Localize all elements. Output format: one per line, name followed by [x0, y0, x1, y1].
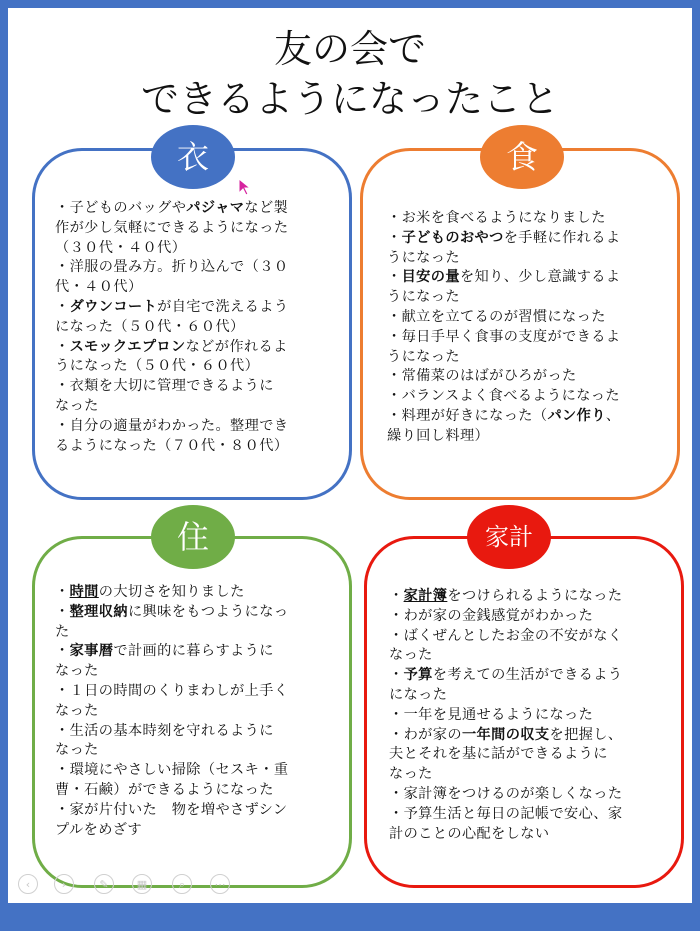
- line-text: ・家計簿をつけるのが楽しくなった: [389, 785, 623, 802]
- line-text: うになった: [387, 289, 460, 306]
- line-text: ・子どものバッグや: [55, 200, 187, 216]
- page-title: [8, 24, 692, 124]
- household-badge: [467, 505, 551, 569]
- list-line: [55, 239, 288, 259]
- line-text: ・衣類を大切に管理できるように: [55, 378, 274, 395]
- line-text: ・予算生活と毎日の記帳で安心、家: [389, 805, 623, 822]
- list-line: [55, 781, 288, 801]
- line-text: ・お米を食べるようになりました: [387, 210, 606, 226]
- list-line: [387, 427, 620, 447]
- slide: [8, 8, 692, 903]
- list-line: [387, 348, 620, 368]
- line-text: に興味をもつようになっ: [127, 603, 289, 620]
- line-text: で計画的に暮らすように: [113, 643, 274, 660]
- line-text: を把握し、: [549, 726, 623, 743]
- line-text: うになった: [387, 249, 460, 266]
- line-text: ・: [387, 269, 402, 286]
- line-text: 、: [605, 407, 621, 424]
- next-icon[interactable]: ›: [54, 874, 74, 894]
- food-list: [387, 209, 620, 447]
- line-text: を手軽に作れるよ: [503, 229, 621, 246]
- line-text: プルをめざす: [55, 821, 142, 838]
- line-text: ・バランスよく食べるようになった: [387, 388, 620, 405]
- household-panel: [364, 536, 684, 888]
- line-text: なった: [55, 702, 99, 719]
- line-text: ・: [55, 603, 70, 620]
- line-text: ・自分の適量がわかった。整理でき: [55, 417, 289, 434]
- list-line: [389, 607, 622, 627]
- list-line: [389, 587, 622, 607]
- line-text: ・生活の基本時刻を守れるように: [55, 722, 274, 739]
- line-text: ・: [55, 584, 70, 600]
- line-text: 代・４０代）: [55, 279, 143, 296]
- line-text: ・毎日手早く食事の支度ができるよ: [387, 328, 621, 345]
- line-text: ・一年を見通せるようになった: [389, 706, 594, 723]
- living-label: 住: [176, 518, 209, 556]
- emphasis-text: 家計簿: [403, 588, 448, 604]
- clothing-list: [55, 199, 288, 456]
- list-line: [55, 761, 288, 781]
- list-line: [387, 288, 620, 308]
- list-line: [387, 209, 620, 229]
- list-line: [55, 642, 288, 662]
- line-text: ・: [55, 643, 70, 660]
- line-text: ・: [389, 588, 404, 604]
- list-line: [55, 662, 288, 682]
- title-line-1: 友の会で: [273, 27, 426, 71]
- line-text: （３０代・４０代）: [55, 239, 187, 256]
- list-line: [55, 417, 288, 437]
- line-text: ・環境にやさしい掃除（セスキ・重: [55, 762, 289, 779]
- list-line: [387, 229, 620, 249]
- line-text: た: [55, 623, 70, 640]
- line-text: うになった: [387, 348, 460, 365]
- list-line: [55, 397, 288, 417]
- emphasis-text: 子どものおやつ: [401, 229, 504, 246]
- living-badge: [151, 505, 235, 569]
- list-line: [55, 298, 288, 318]
- line-text: うになった（５０代・６０代）: [55, 358, 260, 375]
- mouse-cursor-icon: [238, 178, 252, 196]
- line-text: など製: [244, 200, 289, 216]
- title-line-2: できるようになったこと: [140, 77, 559, 121]
- line-text: なった: [389, 647, 433, 664]
- line-text: の大切さを知りました: [98, 584, 245, 600]
- list-line: [55, 801, 288, 821]
- emphasis-text: 家事暦: [69, 643, 114, 660]
- line-text: 計のことの心配をしない: [389, 825, 550, 842]
- list-line: [55, 682, 288, 702]
- list-line: [387, 328, 620, 348]
- emphasis-text: 予算: [403, 667, 433, 684]
- prev-icon[interactable]: ‹: [18, 874, 38, 894]
- list-line: [389, 666, 622, 686]
- line-text: 曹・石鹸）ができるようになった: [55, 781, 274, 798]
- emphasis-text: 整理収納: [69, 603, 128, 620]
- list-line: [55, 741, 288, 761]
- pen-icon[interactable]: ✎: [94, 874, 114, 894]
- list-line: [55, 603, 288, 623]
- list-line: [387, 367, 620, 387]
- list-line: [55, 821, 288, 841]
- line-text: 繰り回し料理）: [387, 427, 490, 444]
- list-line: [387, 268, 620, 288]
- line-text: を考えての生活ができるよう: [432, 667, 623, 684]
- line-text: ・: [55, 338, 70, 355]
- list-line: [55, 199, 288, 219]
- line-text: ・料理が好きになった（: [387, 407, 548, 424]
- line-text: になった: [389, 686, 448, 703]
- line-text: が自宅で洗えるよう: [157, 298, 289, 315]
- line-text: になった（５０代・６０代）: [55, 318, 245, 335]
- list-line: [55, 338, 288, 358]
- list-line: [389, 745, 622, 765]
- line-text: ・わが家の金銭感覚がわかった: [389, 607, 594, 624]
- living-list: [55, 583, 288, 840]
- emphasis-text: スモックエプロン: [69, 338, 186, 355]
- living-panel: [32, 536, 352, 888]
- list-line: [389, 646, 622, 666]
- line-text: 作が少し気軽にできるようになった: [55, 219, 289, 236]
- slides-icon[interactable]: ▦: [132, 874, 152, 894]
- household-list: [389, 587, 622, 844]
- list-line: [55, 702, 288, 722]
- line-text: るようになった（７０代・８０代）: [55, 437, 289, 454]
- list-line: [55, 583, 288, 603]
- list-line: [389, 686, 622, 706]
- list-line: [55, 377, 288, 397]
- food-label: 食: [505, 138, 538, 176]
- list-line: [55, 437, 288, 457]
- emphasis-text: パン作り: [547, 407, 606, 424]
- list-line: [55, 623, 288, 643]
- list-line: [389, 706, 622, 726]
- emphasis-text: 目安の量: [401, 269, 460, 286]
- clothing-badge: [151, 125, 235, 189]
- line-text: ・家が片付いた 物を増やさずシン: [55, 801, 288, 818]
- list-line: [55, 258, 288, 278]
- line-text: なった: [55, 397, 99, 414]
- list-line: [387, 249, 620, 269]
- list-line: [389, 726, 622, 746]
- emphasis-text: ダウンコート: [69, 298, 158, 315]
- list-line: [387, 407, 620, 427]
- food-badge: [480, 125, 564, 189]
- line-text: ・１日の時間のくりまわしが上手く: [55, 682, 289, 699]
- list-line: [389, 627, 622, 647]
- line-text: をつけられるようになった: [447, 588, 623, 604]
- line-text: ・: [389, 667, 404, 684]
- line-text: ・: [387, 229, 402, 246]
- list-line: [55, 278, 288, 298]
- line-text: ・: [55, 298, 70, 315]
- emphasis-text: パジャマ: [186, 200, 245, 216]
- household-label: 家計: [485, 523, 533, 551]
- line-text: ・洋服の畳み方。折り込んで（３０: [55, 259, 289, 276]
- list-line: [389, 825, 622, 845]
- line-text: などが作れるよ: [185, 338, 288, 355]
- line-text: を知り、少し意識するよ: [459, 269, 621, 286]
- line-text: ・常備菜のはばがひろがった: [387, 368, 577, 385]
- line-text: ・ばくぜんとしたお金の不安がなく: [389, 627, 623, 644]
- emphasis-text: 一年間の収支: [461, 726, 550, 743]
- list-line: [55, 357, 288, 377]
- line-text: なった: [55, 663, 99, 680]
- emphasis-text: 時間: [69, 584, 99, 600]
- list-line: [389, 785, 622, 805]
- line-text: なった: [55, 742, 99, 759]
- list-line: [387, 387, 620, 407]
- list-line: [387, 308, 620, 328]
- clothing-panel: [32, 148, 352, 500]
- line-text: 夫とそれを基に話ができるように: [389, 746, 608, 763]
- zoom-icon[interactable]: ⌕: [172, 874, 192, 894]
- list-line: [389, 765, 622, 785]
- line-text: ・献立を立てるのが習慣になった: [387, 308, 606, 325]
- line-text: なった: [389, 766, 433, 783]
- food-panel: [360, 148, 680, 500]
- list-line: [389, 805, 622, 825]
- clothing-label: 衣: [176, 138, 209, 176]
- more-icon[interactable]: ⋯: [210, 874, 230, 894]
- list-line: [55, 219, 288, 239]
- list-line: [55, 722, 288, 742]
- line-text: ・わが家の: [389, 726, 462, 743]
- list-line: [55, 318, 288, 338]
